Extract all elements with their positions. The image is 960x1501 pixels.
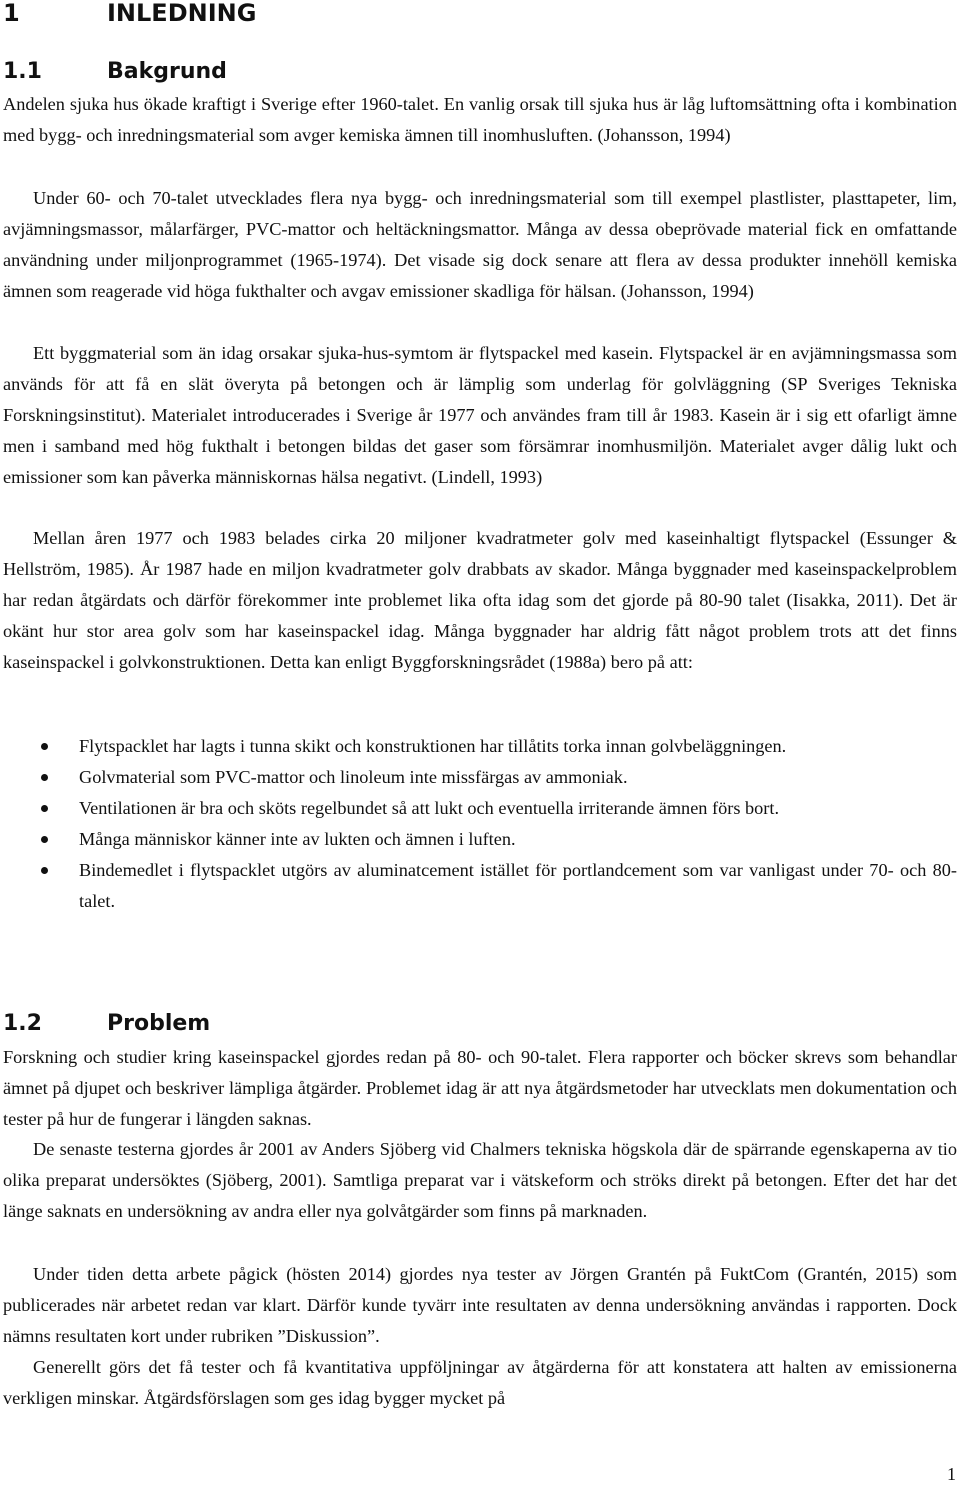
paragraph: Under tiden detta arbete pågick (hösten 2014) gjordes nya tester av Jörgen Grantén på FuktCom (Grantén, 2015) som publicerades när arbetet redan var klart. Därför kunde tyvärr inte resultaten av denna undersökning användas i rapporten. Dock nämns resultaten kort under rubriken ”Diskussion”. bbox=[3, 1264, 957, 1346]
list-item-text: Bindemedlet i flytspacklet utgörs av aluminatcement istället för portlandcement som var vanligast under 70- och 80-talet. bbox=[79, 860, 957, 911]
list-item bbox=[3, 762, 957, 793]
section-number: 1.1 bbox=[3, 59, 42, 84]
section-title: Problem bbox=[107, 1011, 211, 1036]
section-heading-bakgrund bbox=[3, 57, 227, 87]
paragraph: De senaste testerna gjordes år 2001 av Anders Sjöberg vid Chalmers tekniska högskola där de spärrande egenskaperna av tio olika preparat undersöktes (Sjöberg, 2001). Samtliga preparat var i vätskeform och ströks direkt på betongen. Efter det har det länge saknats en undersökning av andra eller nya golvåtgärder som finns på marknaden. bbox=[3, 1139, 957, 1221]
section-heading-problem bbox=[3, 1009, 210, 1039]
bullet-icon bbox=[41, 836, 48, 843]
list-item-text: Flytspacklet har lagts i tunna skikt och konstruktionen har tillåtits torka innan golvbeläggningen. bbox=[79, 736, 787, 756]
list-item bbox=[3, 824, 957, 855]
section-title: Bakgrund bbox=[107, 59, 227, 84]
bullet-icon bbox=[41, 774, 48, 781]
list-item bbox=[3, 731, 957, 762]
paragraph: Mellan åren 1977 och 1983 belades cirka 20 miljoner kvadratmeter golv med kaseinhaltigt flytspackel (Essunger & Hellström, 1985). År 1987 hade en miljon kvadratmeter golv drabbats av skador. Många byggnader med kaseinspackelproblem har redan åtgärdats och därför förekommer inte problemet lika ofta idag som det gjorde på 80-90 talet (Iisakka, 2011). Det är okänt hur stor area golv som har kaseinspackel idag. Många byggnader har aldrig fått något problem trots att det finns kaseinspackel i golvkonstruktionen. Detta kan enligt Byggforskningsrådet (1988a) bero på att: bbox=[3, 528, 957, 672]
paragraph: Andelen sjuka hus ökade kraftigt i Sverige efter 1960-talet. En vanlig orsak till sjuka hus är låg luftomsättning ofta i kombination med bygg- och inredningsmaterial som avger kemiska ämnen till inomhusluften. (Johansson, 1994) bbox=[3, 94, 957, 145]
bullet-list bbox=[3, 731, 957, 917]
page-number: 1 bbox=[947, 1464, 956, 1484]
paragraph: Under 60- och 70-talet utvecklades flera nya bygg- och inredningsmaterial som till exempel plastlister, plasttapeter, lim, avjämningsmassor, målarfärger, PVC-mattor och heltäckningsmattor. Många av dessa obeprövade material fick en omfattande användning under miljonprogrammet (1965-1974). Det visade sig dock senare att flera av dessa produkter innehöll kemiska ämnen som reagerade vid höga fukthalter och avgav emissioner skadliga för hälsan. (Johansson, 1994) bbox=[3, 188, 957, 301]
chapter-title: INLEDNING bbox=[107, 0, 257, 27]
list-item-text: Golvmaterial som PVC-mattor och linoleum inte missfärgas av ammoniak. bbox=[79, 767, 628, 787]
bullet-icon bbox=[41, 805, 48, 812]
paragraph: Generellt görs det få tester och få kvantitativa uppföljningar av åtgärderna för att konstatera att halten av emissionerna verkligen minskar. Åtgärdsförslagen som ges idag bygger mycket på bbox=[3, 1357, 957, 1408]
paragraph: Ett byggmaterial som än idag orsakar sjuka-hus-symtom är flytspackel med kasein. Flytspackel är en avjämningsmassa som används för att få en slät överyta på betongen och är lämplig som underlag för golvläggning (SP Sveriges Tekniska Forskningsinstitut). Materialet introducerades i Sverige år 1977 och användes fram till år 1983. Kasein är i sig ett ofarligt ämne men i samband med hög fukthalt i betongen bildas det gaser som försämrar inomhusmiljön. Materialet avger dålig lukt och emissioner som kan påverka människornas hälsa negativt. (Lindell, 1993) bbox=[3, 343, 957, 487]
list-item-text: Många människor känner inte av lukten och ämnen i luften. bbox=[79, 829, 516, 849]
paragraph: Forskning och studier kring kaseinspackel gjordes redan på 80- och 90-talet. Flera rapporter och böcker skrevs som behandlar ämnet på djupet och beskriver lämpliga åtgärder. Problemet idag är att nya åtgärdsmetoder har utvecklats men dokumentation och tester på hur de fungerar i längden saknas. bbox=[3, 1047, 957, 1129]
bullet-icon bbox=[41, 743, 48, 750]
list-item bbox=[3, 793, 957, 824]
chapter-heading bbox=[3, 0, 256, 28]
bullet-icon bbox=[41, 867, 48, 874]
section-number: 1.2 bbox=[3, 1011, 42, 1036]
chapter-number: 1 bbox=[3, 0, 20, 27]
list-item-text: Ventilationen är bra och sköts regelbundet så att lukt och eventuella irriterande ämnen förs bort. bbox=[79, 798, 780, 818]
list-item bbox=[3, 855, 957, 917]
